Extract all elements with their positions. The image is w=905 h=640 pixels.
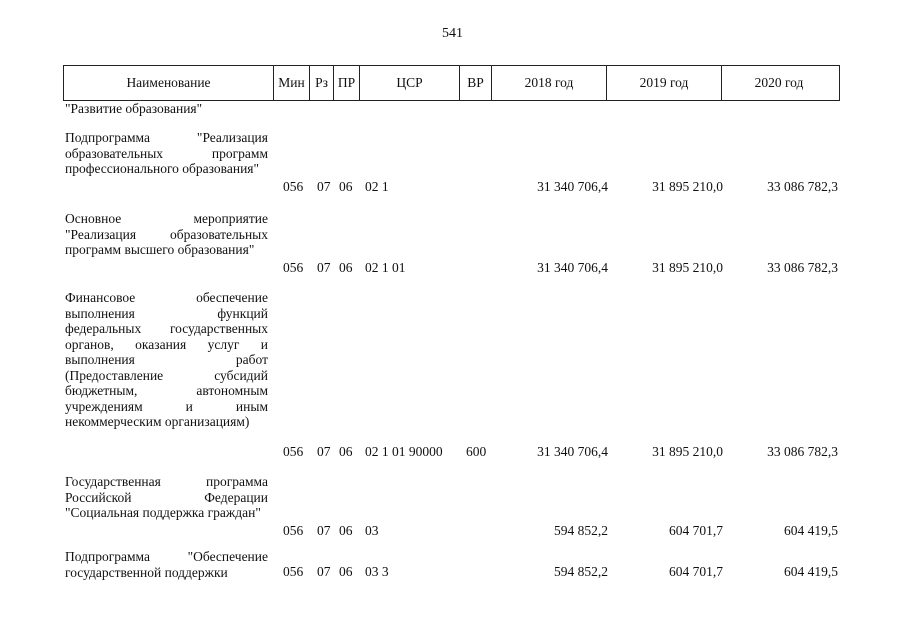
row-rz: 07: [317, 444, 331, 459]
row-rz: 07: [317, 260, 331, 275]
row-2019: 604 701,7: [669, 564, 723, 579]
row-csr: 03: [365, 523, 379, 538]
row-rz: 07: [317, 179, 331, 194]
row-csr: 02 1: [365, 179, 389, 194]
header-2018: 2018 год: [492, 66, 607, 100]
row-name: Подпрограмма "Реализация образовательных программ профессионального образования": [65, 130, 268, 176]
row-2019: 31 895 210,0: [652, 260, 723, 275]
row-2019: 31 895 210,0: [652, 444, 723, 459]
row-csr: 03 3: [365, 564, 389, 579]
page-number: 541: [442, 26, 463, 41]
row-name: Государственная программа Российской Федерации "Социальная поддержка граждан": [65, 474, 268, 520]
row-vr: 600: [466, 444, 487, 459]
header-vr: ВР: [460, 66, 492, 100]
row-2018: 31 340 706,4: [537, 179, 608, 194]
header-pr: ПР: [334, 66, 360, 100]
row-2020: 604 419,5: [784, 564, 838, 579]
row-csr: 02 1 01: [365, 260, 406, 275]
row-rz: 07: [317, 523, 331, 538]
header-name: Наименование: [64, 66, 274, 100]
row-2020: 33 086 782,3: [767, 179, 838, 194]
header-2019: 2019 год: [607, 66, 722, 100]
continuation-text: "Развитие образования": [65, 101, 203, 116]
row-pr: 06: [339, 444, 353, 459]
row-name: Основное мероприятие "Реализация образовательных программ высшего образования": [65, 211, 268, 257]
row-2018: 31 340 706,4: [537, 260, 608, 275]
row-2019: 31 895 210,0: [652, 179, 723, 194]
header-csr: ЦСР: [360, 66, 460, 100]
row-min: 056: [283, 444, 304, 459]
row-min: 056: [283, 564, 304, 579]
row-min: 056: [283, 523, 304, 538]
row-csr: 02 1 01 90000: [365, 444, 443, 459]
row-min: 056: [283, 260, 304, 275]
row-2020: 33 086 782,3: [767, 444, 838, 459]
header-2020: 2020 год: [754, 75, 804, 90]
row-2018: 594 852,2: [554, 564, 608, 579]
row-2020: 33 086 782,3: [767, 260, 838, 275]
row-pr: 06: [339, 260, 353, 275]
row-2018: 594 852,2: [554, 523, 608, 538]
header-rz: Рз: [310, 66, 334, 100]
row-min: 056: [283, 179, 304, 194]
row-2019: 604 701,7: [669, 523, 723, 538]
row-name: Финансовое обеспечение выполнения функций федеральных государственных органов, оказания услуг и выполнения работ (Предоставление субсидий бюджетным, автономным учреждениям и иным некоммерческим организациям): [65, 290, 268, 429]
header-min: Мин: [274, 66, 310, 100]
row-rz: 07: [317, 564, 331, 579]
row-2020: 604 419,5: [784, 523, 838, 538]
row-pr: 06: [339, 564, 353, 579]
row-name: Подпрограмма "Обеспечение государственной поддержки: [65, 549, 268, 580]
row-pr: 06: [339, 179, 353, 194]
row-2018: 31 340 706,4: [537, 444, 608, 459]
row-pr: 06: [339, 523, 353, 538]
table-header: [63, 65, 840, 101]
